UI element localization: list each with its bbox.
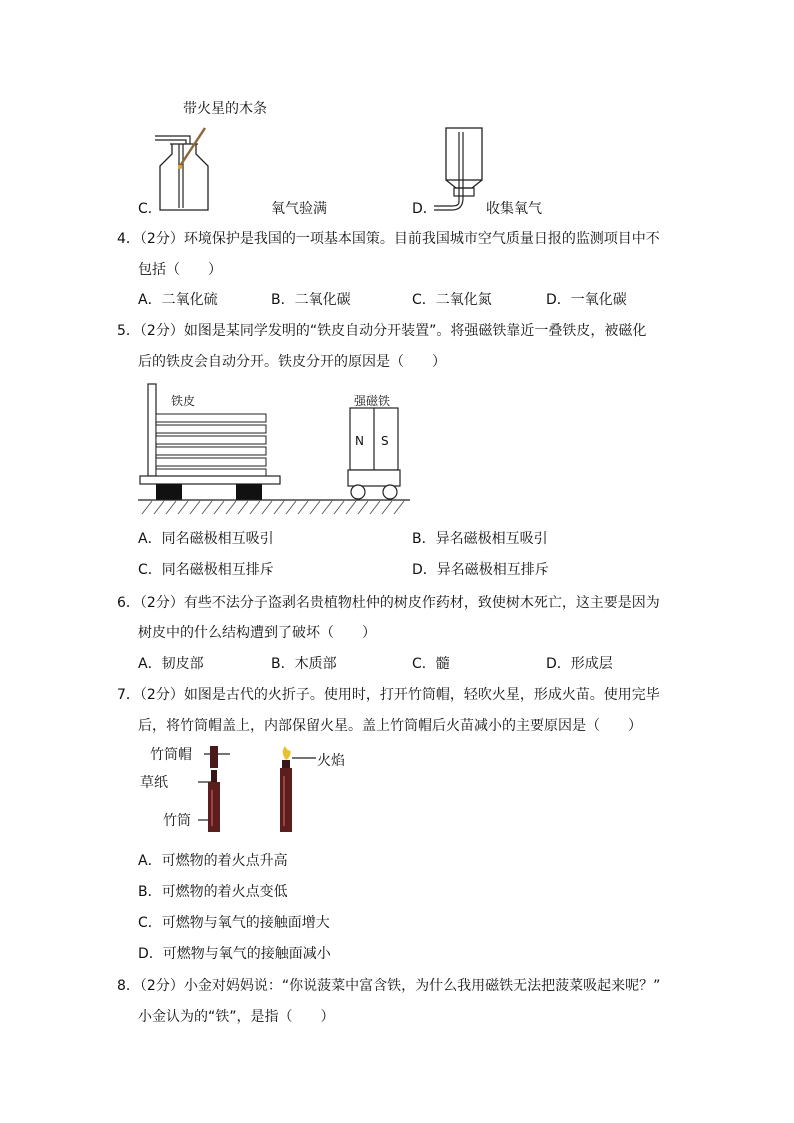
option-c-caption: 氧气验满 — [271, 201, 327, 217]
q7-option-b: B．可燃物的着火点变低 — [138, 884, 288, 900]
q5-option-c: C．同名磁极相互排斥 — [138, 562, 274, 578]
q7-option-a: A．可燃物的着火点升高 — [138, 853, 288, 869]
iron-sheet-label: 铁皮 — [171, 394, 196, 408]
q4-stem-line2: 包括（ ） — [138, 262, 222, 278]
option-d-caption: 收集氧气 — [486, 201, 542, 217]
q6-option-a: A．韧皮部 — [138, 656, 204, 672]
q5-option-a: A．同名磁极相互吸引 — [138, 531, 274, 547]
q6-option-d: D．形成层 — [546, 656, 613, 672]
q7-option-d: D．可燃物与氧气的接触面减小 — [138, 946, 331, 962]
q6-option-b: B．木质部 — [271, 656, 337, 672]
q6-stem-line1: 6．（2分）有些不法分子盗剥名贵植物杜仲的树皮作药材，致使树木死亡，这主要是因为 — [117, 595, 660, 611]
q8-stem-line1: 8．（2分）小金对妈妈说：“你说菠菜中富含铁，为什么我用磁铁无法把菠菜吸起来呢？” — [117, 978, 661, 994]
q8-stem-line2: 小金认为的“铁”，是指（ ） — [138, 1009, 335, 1025]
q5-stem-line2: 后的铁皮会自动分开。铁皮分开的原因是（ ） — [138, 354, 446, 370]
flame-label: 火焰 — [317, 753, 345, 769]
gas-collection-figure — [432, 126, 492, 216]
q4-option-b: B．二氧化碳 — [271, 292, 351, 308]
splint-label: 带火星的木条 — [183, 101, 267, 117]
bamboo-tube-label: 竹筒 — [163, 813, 191, 829]
straw-paper-label: 草纸 — [140, 775, 168, 791]
bamboo-cap-label: 竹筒帽 — [150, 747, 192, 763]
q6-stem-line2: 树皮中的什么结构遭到了破坏（ ） — [138, 625, 376, 641]
magnet-n-pole: N — [355, 434, 364, 448]
q5-stem-line1: 5．（2分）如图是某同学发明的“铁皮自动分开装置”。将强磁铁靠近一叠铁皮，被磁化 — [117, 323, 647, 339]
q5-option-b: B．异名磁极相互吸引 — [412, 531, 548, 547]
q4-option-d: D．一氧化碳 — [546, 292, 627, 308]
q4-option-c: C．二氧化氮 — [412, 292, 492, 308]
q7-option-c: C．可燃物与氧气的接触面增大 — [138, 915, 330, 931]
q7-stem-line2: 后，将竹筒帽盖上，内部保留火星。盖上竹筒帽后火苗减小的主要原因是（ ） — [138, 718, 642, 734]
q7-stem-line1: 7．（2分）如图是古代的火折子。使用时，打开竹筒帽，轻吹火星，形成火苗。使用完毕 — [117, 687, 660, 703]
option-c-letter: C． — [138, 201, 162, 217]
magnet-s-pole: S — [381, 434, 389, 448]
magnet-label: 强磁铁 — [354, 394, 391, 408]
q5-option-d: D．异名磁极相互排斥 — [412, 562, 549, 578]
option-d-letter: D． — [412, 201, 437, 217]
q4-stem-line1: 4．（2分）环境保护是我国的一项基本国策。目前我国城市空气质量日报的监测项目中不 — [117, 231, 660, 247]
q4-option-a: A．二氧化硫 — [138, 292, 218, 308]
q6-option-c: C．髓 — [412, 656, 450, 672]
